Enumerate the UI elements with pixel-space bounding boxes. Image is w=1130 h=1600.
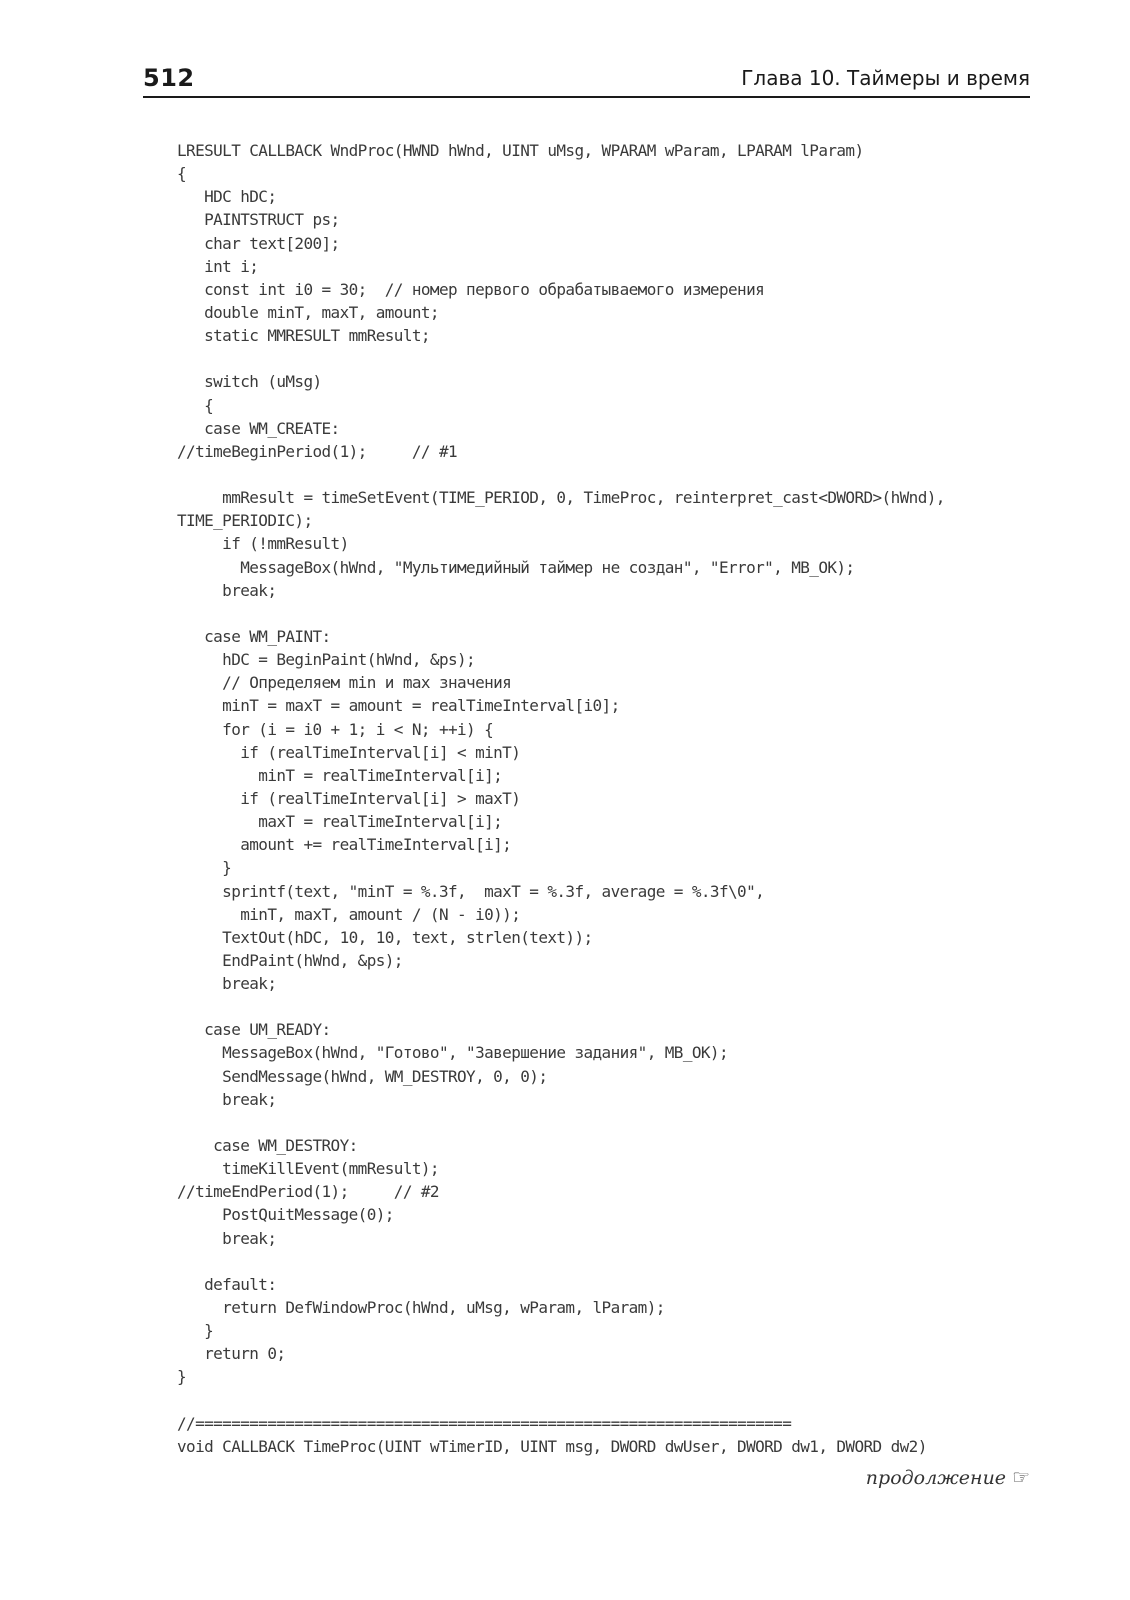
code-line: //timeEndPeriod(1); // #2: [177, 1182, 439, 1202]
code-listing: [177, 139, 945, 1458]
code-line: double minT, maxT, amount;: [177, 302, 439, 322]
code-line: [177, 995, 945, 1018]
chapter-title: Глава 10. Таймеры и время: [741, 66, 1030, 90]
code-line: //==================================================================: [177, 1413, 792, 1433]
continuation-note: [866, 1465, 1030, 1489]
code-line: minT, maxT, amount / (N - i0));: [177, 904, 521, 924]
code-line: [177, 1389, 945, 1412]
code-line: mmResult = timeSetEvent(TIME_PERIOD, 0, TimeProc, reinterpret_cast<DWORD>(hWnd),: [177, 488, 945, 508]
code-line: TIME_PERIODIC);: [177, 511, 313, 531]
code-line: }: [177, 858, 232, 878]
code-line: if (realTimeInterval[i] > maxT): [177, 788, 521, 808]
code-line: minT = realTimeInterval[i];: [177, 765, 503, 785]
code-line: TextOut(hDC, 10, 10, text, strlen(text));: [177, 927, 593, 947]
code-line: {: [177, 164, 187, 184]
code-line: PostQuitMessage(0);: [177, 1205, 394, 1225]
code-line: return 0;: [177, 1344, 286, 1364]
code-line: static MMRESULT mmResult;: [177, 326, 430, 346]
code-line: case WM_PAINT:: [177, 626, 331, 646]
continuation-label: продолжение: [865, 1467, 1007, 1489]
code-line: [177, 1250, 945, 1273]
code-line: break;: [177, 580, 277, 600]
code-line: EndPaint(hWnd, &ps);: [177, 950, 403, 970]
code-line: }: [177, 1367, 187, 1387]
code-line: minT = maxT = amount = realTimeInterval[i0];: [177, 696, 620, 716]
code-line: [177, 347, 945, 370]
code-line: [177, 463, 945, 486]
code-line: SendMessage(hWnd, WM_DESTROY, 0, 0);: [177, 1066, 548, 1086]
code-line: HDC hDC;: [177, 187, 277, 207]
code-line: break;: [177, 1089, 277, 1109]
code-line: case WM_CREATE:: [177, 418, 340, 438]
code-line: //timeBeginPeriod(1); // #1: [177, 441, 458, 461]
code-line: maxT = realTimeInterval[i];: [177, 812, 503, 832]
code-line: [177, 1111, 945, 1134]
code-line: timeKillEvent(mmResult);: [177, 1159, 439, 1179]
page-header: [143, 62, 1030, 98]
code-line: [177, 602, 945, 625]
code-line: break;: [177, 1228, 277, 1248]
code-line: void CALLBACK TimeProc(UINT wTimerID, UINT msg, DWORD dwUser, DWORD dw1, DWORD dw2): [177, 1436, 927, 1456]
code-line: MessageBox(hWnd, "Готово", "Завершение задания", MB_OK);: [177, 1043, 729, 1063]
code-line: break;: [177, 974, 277, 994]
code-line: const int i0 = 30; // номер первого обрабатываемого измерения: [177, 279, 765, 299]
code-line: // Определяем min и max значения: [177, 673, 512, 693]
code-line: default:: [177, 1274, 277, 1294]
code-line: case UM_READY:: [177, 1020, 331, 1040]
code-line: hDC = BeginPaint(hWnd, &ps);: [177, 650, 476, 670]
code-line: {: [177, 395, 214, 415]
code-line: LRESULT CALLBACK WndProc(HWND hWnd, UINT uMsg, WPARAM wParam, LPARAM lParam): [177, 141, 864, 160]
code-line: int i;: [177, 256, 259, 276]
code-line: for (i = i0 + 1; i < N; ++i) {: [177, 719, 494, 739]
code-line: char text[200];: [177, 233, 340, 253]
code-line: if (realTimeInterval[i] < minT): [177, 742, 521, 762]
code-line: switch (uMsg): [177, 372, 322, 392]
code-line: sprintf(text, "minT = %.3f, maxT = %.3f, average = %.3f\0",: [177, 881, 765, 901]
code-line: amount += realTimeInterval[i];: [177, 835, 512, 855]
code-line: if (!mmResult): [177, 534, 349, 554]
code-line: MessageBox(hWnd, "Мультимедийный таймер не создан", "Error", MB_OK);: [177, 557, 855, 577]
code-line: }: [177, 1321, 214, 1341]
page-number: 512: [143, 64, 195, 92]
code-line: PAINTSTRUCT ps;: [177, 210, 340, 230]
code-line: case WM_DESTROY:: [177, 1136, 358, 1156]
pointing-hand-icon: ☞: [1012, 1465, 1030, 1489]
code-line: return DefWindowProc(hWnd, uMsg, wParam, lParam);: [177, 1298, 665, 1318]
